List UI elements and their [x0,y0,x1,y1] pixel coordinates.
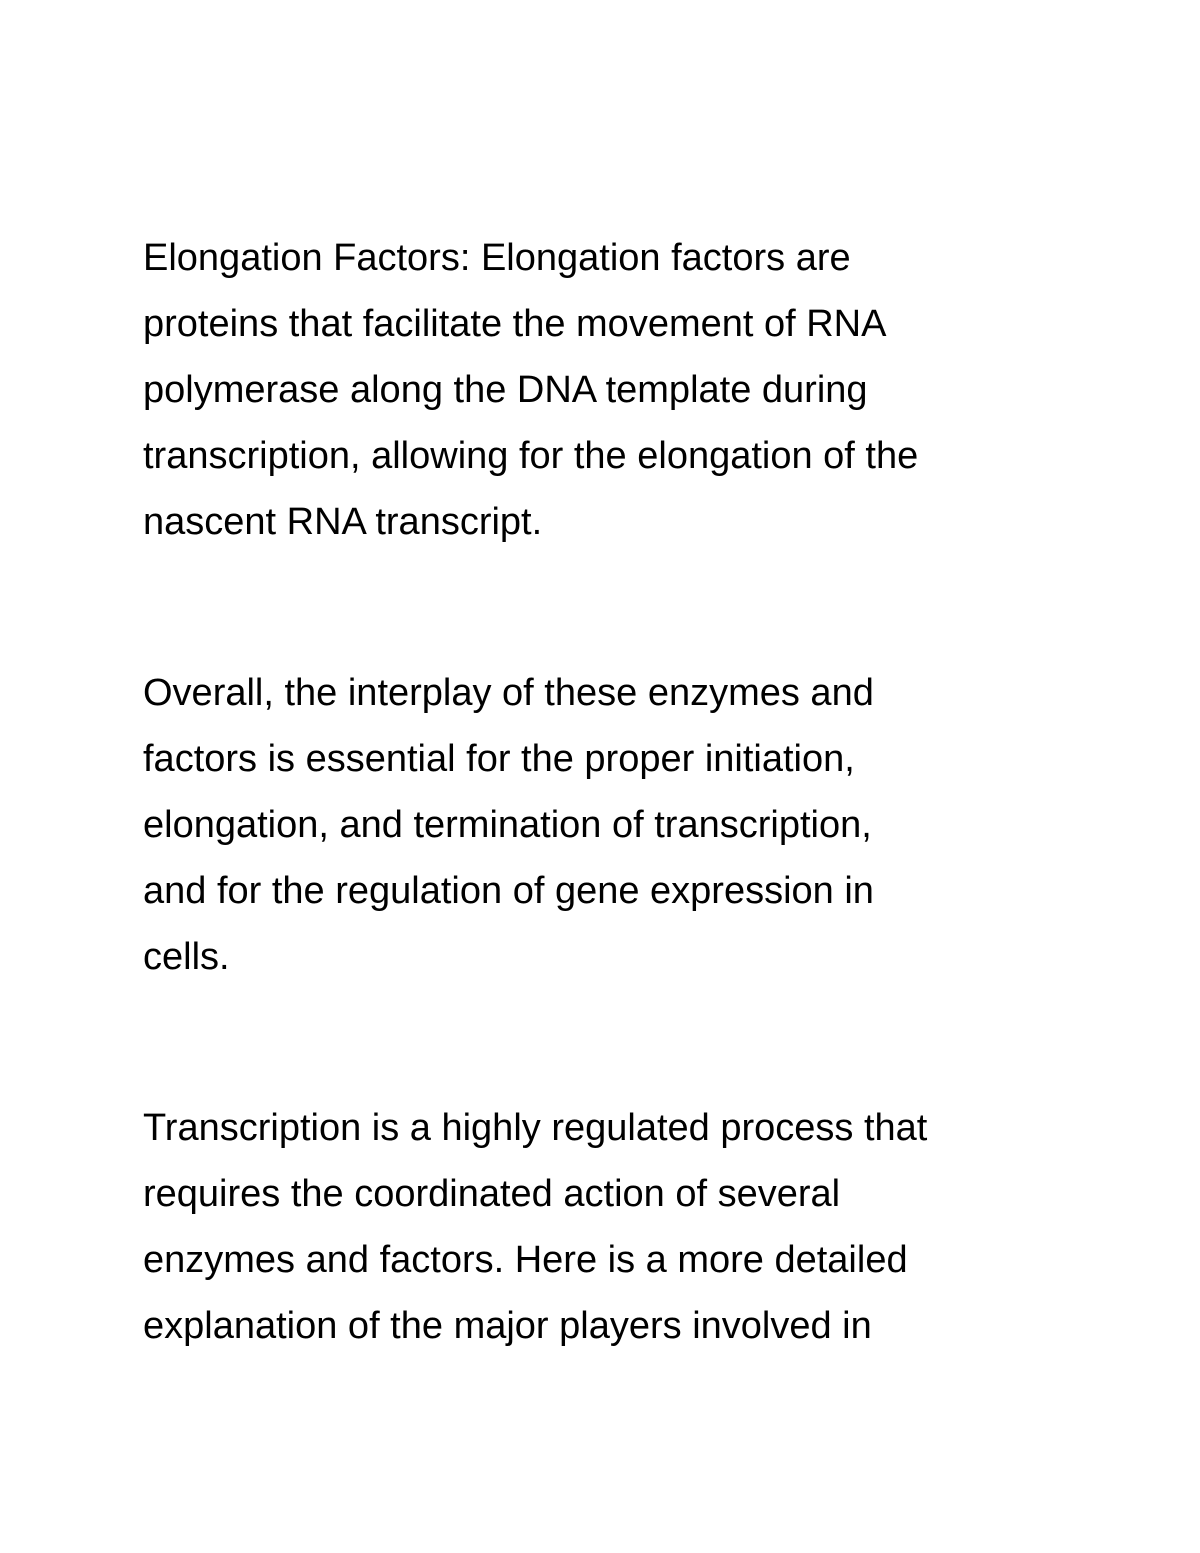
paragraph-line: elongation, and termination of transcription, [143,804,872,846]
paragraph-line: Transcription is a highly regulated process that [143,1107,928,1149]
paragraph-line: and for the regulation of gene expression in [143,870,874,912]
paragraph-overall [143,660,1103,990]
paragraph-elongation-factors [143,225,1103,555]
paragraph-line: transcription, allowing for the elongation of the [143,435,919,477]
paragraph-line: Elongation Factors: Elongation factors are [143,237,851,279]
paragraph-transcription [143,1095,1103,1359]
paragraph-line: nascent RNA transcript. [143,501,543,543]
paragraph-line: polymerase along the DNA template during [143,369,868,411]
paragraph-line: requires the coordinated action of several [143,1173,841,1215]
paragraph-line: Overall, the interplay of these enzymes and [143,672,874,714]
paragraph-line: explanation of the major players involved in [143,1305,872,1347]
paragraph-line: enzymes and factors. Here is a more detailed [143,1239,908,1281]
paragraph-line: cells. [143,936,230,978]
paragraph-line: factors is essential for the proper initiation, [143,738,855,780]
paragraph-line: proteins that facilitate the movement of RNA [143,303,887,345]
